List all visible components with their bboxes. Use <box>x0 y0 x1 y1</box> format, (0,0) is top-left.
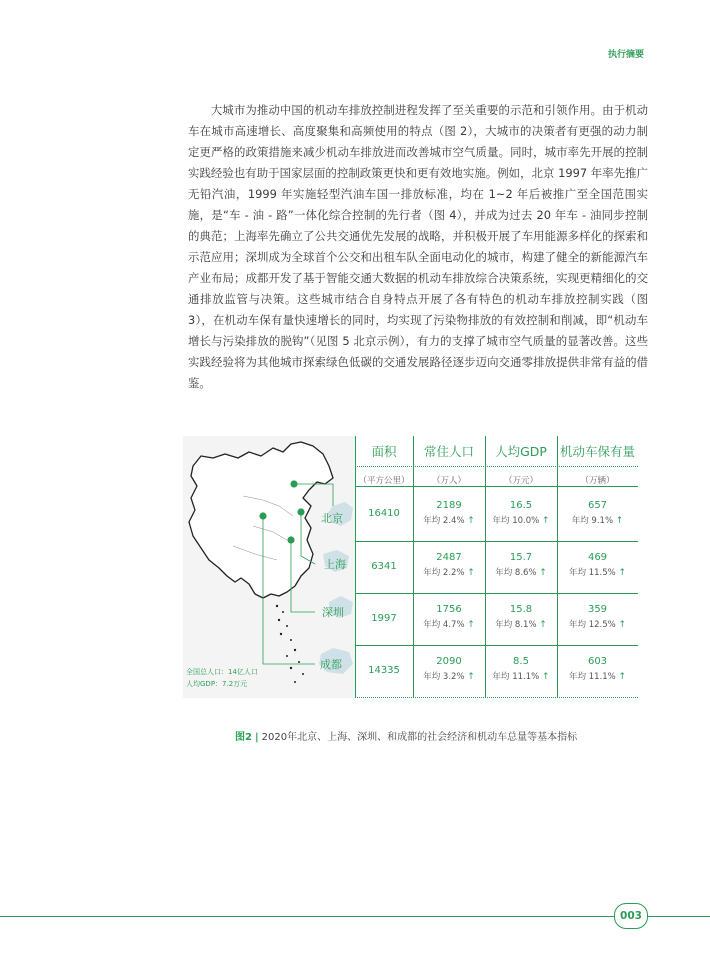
arrow-up-icon: ↑ <box>541 672 550 682</box>
population-cell: 2189 年均 2.4% ↑ <box>423 500 475 526</box>
population-cell: 2487 年均 2.2% ↑ <box>423 552 475 578</box>
footer-rule-right <box>646 916 710 917</box>
population-cell: 2090 年均 3.2% ↑ <box>423 656 475 682</box>
national-stats <box>186 666 258 690</box>
gdp-cell: 16.5 年均 10.0% ↑ <box>492 500 550 526</box>
header-area: 面积 <box>371 444 397 459</box>
footer-rule-left <box>0 916 614 917</box>
gdp-cell: 15.7 年均 8.6% ↑ <box>495 552 547 578</box>
arrow-up-icon: ↑ <box>618 620 626 630</box>
unit-vehicles: （万辆） <box>580 476 615 486</box>
city-label-shanghai: 上海 <box>324 558 346 571</box>
arrow-up-icon: ↑ <box>467 620 475 630</box>
header-vehicles: 机动车保有量 <box>559 444 635 459</box>
area-value: 14335 <box>368 665 400 676</box>
figure-caption <box>235 728 577 743</box>
header-population: 常住人口 <box>423 444 474 459</box>
arrow-up-icon: ↑ <box>467 516 475 526</box>
china-outline <box>189 442 333 598</box>
header-gdp: 人均GDP <box>495 444 547 459</box>
section-header-label: 执行摘要 <box>607 50 644 60</box>
body-paragraph: 大城市为推动中国的机动车排放控制进程发挥了至关重要的示范和引领作用。由于机动车在城市高速增长、高度聚集和高频使用的特点（图 2），大城市的决策者有更强的动力制定更严格的政策措施来减少机动车排放进而改善城市空气质量。同时，城市率先开展的控制实践经验也有助于国家层面的控制政策更快和更有效地实施。例如，北京 1997 年率先推广无铅汽油，1999 年实施轻型汽油车国一排放标准，均在 1~2 年后被推广至全国范围实施，是“车 - 油 - 路”一体化综合控制的先行者（图 4），并成为过去 20 年车 - 油同步控制的典范；上海率先确立了公共交通优先发展的战略，并积极开展了车用能源多样化的探索和示范应用；深圳成为全球首个公交和出租车队全面电动化的城市，构建了健全的新能源汽车产业布局；成都开发了基于智能交通大数据的机动车排放综合决策系统，实现更精细化的交通排放监管与决策。这些城市结合自身特点开展了各有特色的机动车排放控制实践（图 3），在机动车保有量快速增长的同时，均实现了污染物排放的有效控制和削减，即“机动车增长与污染排放的脱钩”（见图 5 北京示例），有力的支撑了城市空气质量的显著改善。这些实践经验将为其他城市探索绿色低碳的交通发展路径逐步迈向交通零排放提供非常有益的借鉴。 <box>188 103 648 390</box>
unit-population: （万人） <box>431 476 466 486</box>
vehicles-cell: 359 年均 12.5% ↑ <box>569 604 626 630</box>
stats-table <box>355 436 638 698</box>
national-gdp: 人均GDP：7.2万元 <box>186 680 248 688</box>
arrow-up-icon: ↑ <box>539 568 547 578</box>
arrow-up-icon: ↑ <box>541 516 550 526</box>
arrow-up-icon: ↑ <box>618 568 626 578</box>
vehicles-cell: 603 年均 11.1% ↑ <box>569 656 626 682</box>
area-value: 6341 <box>371 561 397 572</box>
city-label-beijing: 北京 <box>321 512 343 525</box>
area-value: 1997 <box>371 613 397 624</box>
south-sea-islands <box>276 605 304 683</box>
map-panel <box>183 436 355 698</box>
caption-separator: | <box>254 732 259 743</box>
arrow-up-icon: ↑ <box>618 672 626 682</box>
arrow-up-icon: ↑ <box>467 672 475 682</box>
population-cell: 1756 年均 4.7% ↑ <box>423 604 475 630</box>
page-number-badge: 003 <box>614 903 648 929</box>
caption-text: 2020年北京、上海、深圳、和成都的社会经济和机动车总量等基本指标 <box>261 732 578 743</box>
vehicles-cell: 657 年均 9.1% ↑ <box>571 500 624 526</box>
unit-area: （平方公里） <box>358 476 410 486</box>
vehicles-cell: 469 年均 11.5% ↑ <box>569 552 626 578</box>
arrow-up-icon: ↑ <box>539 620 547 630</box>
arrow-up-icon: ↑ <box>467 568 475 578</box>
national-population: 全国总人口：14亿人口 <box>186 668 258 676</box>
city-label-shenzhen: 深圳 <box>322 606 344 619</box>
gdp-cell: 8.5 年均 11.1% ↑ <box>492 656 550 682</box>
figure-2 <box>183 436 638 698</box>
unit-gdp: （万元） <box>503 476 538 486</box>
figure-number: 图2 <box>235 732 252 743</box>
city-label-chengdu: 成都 <box>320 658 342 671</box>
gdp-cell: 15.8 年均 8.1% ↑ <box>495 604 547 630</box>
area-value: 16410 <box>368 508 400 519</box>
arrow-up-icon: ↑ <box>615 516 624 526</box>
